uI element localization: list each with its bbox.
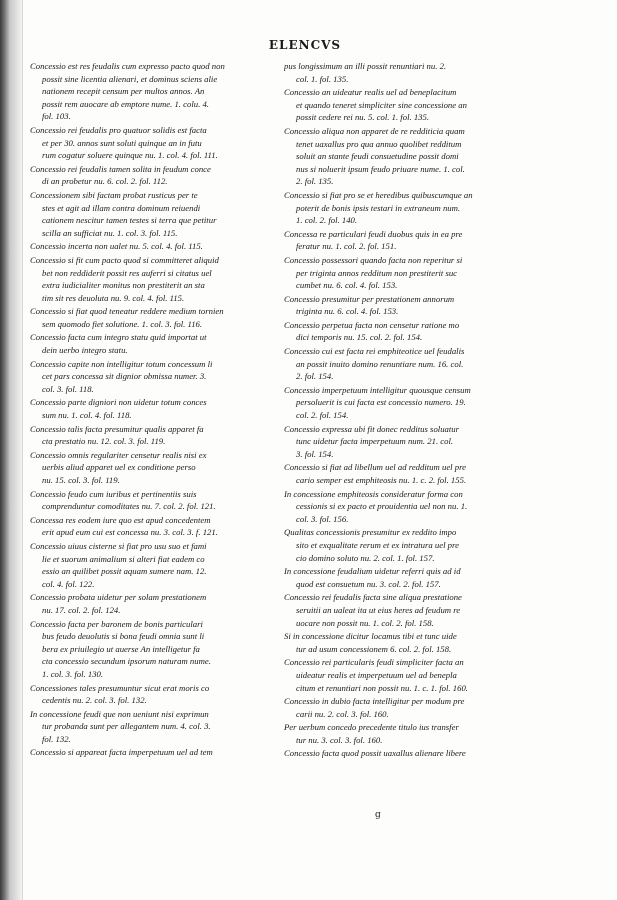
index-entry bbox=[30, 60, 285, 123]
entry-line-first: Concessio est res feudalis cum expresso pacto quod non bbox=[30, 61, 225, 71]
index-column-right bbox=[284, 60, 539, 761]
entry-line-first: Concessio rei particularis feudi simpliciter facta an bbox=[284, 657, 464, 668]
entry-line-continued: seruitii an ualeat ita ut eius heres ad feudum re bbox=[296, 604, 461, 615]
entry-line-first: Concessio cui est facta rei emphiteotice uel feudalis bbox=[284, 346, 465, 357]
entry-line-continued: scilla an sufficiat nu. 1. col. 3. fol. 115. bbox=[42, 227, 178, 238]
entry-line-continued: essio an quilibet possit aquam sumere nam. 12. bbox=[42, 566, 207, 577]
index-entry bbox=[284, 656, 539, 694]
entry-line-first: Concessio facta cum integro statu quid importat ut bbox=[30, 332, 207, 343]
entry-line-first: Concessio feudo cum iuribus et pertinentiis suis bbox=[30, 488, 197, 499]
index-entry bbox=[30, 708, 285, 746]
entry-line-first: Concessio possessori quando facta non reperitur si bbox=[284, 254, 463, 265]
index-entry bbox=[284, 345, 539, 383]
index-entry bbox=[30, 746, 285, 759]
entry-line-continued: tur ad usum concessionem 6. col. 2. fol. 158. bbox=[296, 643, 452, 654]
entry-line-first: Concessio si appareat facta imperpetuum uel ad tem bbox=[30, 747, 213, 758]
entry-line-continued: sito et exqualitate rerum et ex intratura uel pre bbox=[296, 539, 459, 550]
index-entry bbox=[284, 526, 539, 564]
index-entry bbox=[30, 591, 285, 616]
entry-line-continued: uocare non possit nu. 1. col. 2. fol. 158. bbox=[296, 617, 434, 628]
index-entry bbox=[284, 228, 539, 253]
entry-line-continued: et quando teneret simpliciter sine concessione an bbox=[296, 99, 467, 110]
index-entry bbox=[30, 331, 285, 356]
entry-line-first: In concessione emphiteosis consideratur forma con bbox=[284, 488, 463, 499]
entry-line-continued: bet non reddiderit possit res auferri si citatus uel bbox=[42, 267, 212, 278]
entry-line-first: Concessio uiuus cisterne si fiat pro usu suo et fami bbox=[30, 540, 207, 551]
index-entry bbox=[30, 163, 285, 188]
entry-line-continued: nu. 15. col. 3. fol. 119. bbox=[42, 475, 120, 485]
entry-line-first: Concessio incerta non ualet nu. 5. col. 4. fol. 115. bbox=[30, 241, 203, 252]
entry-line-continued: citum et renuntiari non possit nu. 1. c. 1. fol. 160. bbox=[296, 682, 468, 693]
entry-line-continued: soluit an stante feudi consuetudine possit domi bbox=[296, 151, 459, 162]
entry-line-first: Concessio si fiat ad libellum uel ad redditum uel pre bbox=[284, 462, 467, 473]
entry-line-first: Concessio rei feudalis tamen solita in feudum conce bbox=[30, 163, 211, 174]
entry-line-first: Concessio si fiat quod teneatur reddere medium tornien bbox=[30, 306, 224, 317]
entry-line-continued: lie et suorum animalium si alteri fiat eadem co bbox=[42, 553, 205, 564]
entry-line-continued: rum cogatur soluere quinque nu. 1. col. 4. fol. 111. bbox=[42, 150, 218, 161]
entry-line-continued: tunc uidetur facta imperpetuum num. 21. col. bbox=[296, 436, 454, 447]
entry-line-first: Concessiones tales presumuntur sicut erat moris co bbox=[30, 682, 210, 693]
entry-line-continued: possit cedere rei nu. 5. col. 1. fol. 135. bbox=[296, 112, 430, 123]
entry-line-first: Concessio facta quod possit uaxallus alienare libere bbox=[284, 748, 466, 759]
entry-line-continued: dici temporis nu. 15. col. 2. fol. 154. bbox=[296, 332, 423, 343]
entry-line-first: Concessio si fiat pro se et heredibus quibuscumque an bbox=[284, 189, 473, 200]
running-header: ELENCVS bbox=[268, 38, 342, 52]
entry-line-continued: uideatur realis et imperpetuum uel ad benepla bbox=[296, 669, 457, 680]
index-entry bbox=[30, 423, 285, 448]
entry-line-continued: tur nu. 3. col. 3. fol. 160. bbox=[296, 734, 383, 745]
entry-line-continued: stes et agit ad illam contra dominum reiuendi bbox=[42, 202, 201, 213]
entry-line-continued: 1. col. 2. fol. 140. bbox=[296, 215, 358, 226]
index-entry bbox=[284, 591, 539, 629]
index-column-left bbox=[30, 60, 285, 760]
index-entry bbox=[284, 423, 539, 461]
entry-line-first: Concessio in dubio facta intelligitur per modum pre bbox=[284, 696, 465, 707]
entry-line-first: Concessio aliqua non apparet de re redditicia quam bbox=[284, 125, 465, 136]
index-entry bbox=[284, 293, 539, 318]
entry-line-continued: fol. 132. bbox=[42, 733, 71, 744]
entry-line-continued: cedentis nu. 2. col. 3. fol. 132. bbox=[42, 695, 147, 706]
entry-line-continued: carii nu. 2. col. 3. fol. 160. bbox=[296, 708, 389, 719]
entry-line-continued: dein uerbo integro statu. bbox=[42, 345, 128, 356]
index-entry bbox=[30, 514, 285, 539]
entry-line-continued: 2. fol. 154. bbox=[296, 371, 334, 382]
entry-line-continued: nationem recepit censum per multos annos. An bbox=[42, 86, 205, 97]
entry-line-continued: tim sit res deuoluta nu. 9. col. 4. fol. 115. bbox=[42, 292, 185, 303]
entry-line-first: Concessa res eodem iure quo est apud concedentem bbox=[30, 514, 211, 525]
index-entry bbox=[30, 488, 285, 513]
entry-line-first: In concessione feudalium uidetur referri quis ad id bbox=[284, 566, 461, 577]
entry-line-continued: extra iudicialiter monitus non prestiterit an sta bbox=[42, 280, 205, 291]
entry-line-continued: erit apud eum cui est concessa nu. 3. col. 3. f. 121. bbox=[42, 527, 218, 538]
index-entry bbox=[284, 86, 539, 124]
entry-line-continued: sum nu. 1. col. 4. fol. 118. bbox=[42, 410, 132, 421]
index-entry bbox=[284, 695, 539, 720]
entry-line-continued: per triginta annos redditum non prestiterit suc bbox=[296, 267, 458, 278]
entry-line-continued: quod est consuetum nu. 3. col. 2. fol. 157. bbox=[296, 578, 441, 589]
entry-line-continued: cta concessio secundum ipsorum naturam nume. bbox=[42, 656, 211, 667]
signature-mark: g bbox=[375, 810, 382, 820]
index-entry bbox=[284, 319, 539, 344]
entry-line-continued: cet pars concessa sit dignior obmissa numer. 3. bbox=[42, 371, 207, 382]
index-entry bbox=[30, 540, 285, 590]
index-entry bbox=[284, 488, 539, 526]
entry-line-continued: nus si noluerit ipsum feudo priuare nume. 1. col. bbox=[296, 163, 465, 174]
entry-line-first: Per uerbum concedo precedente titulo ius transfer bbox=[284, 722, 459, 733]
entry-line-first: Concessio rei feudalis pro quatuor solidis est facta bbox=[30, 124, 207, 135]
entry-line-first: Concessio capite non intelligitur totum concessum li bbox=[30, 358, 213, 369]
entry-line-first: Concessionem sibi factam probat rusticus per te bbox=[30, 189, 198, 200]
entry-line-continued: sem quomodo fiet solutione. 1. col. 3. fol. 116. bbox=[42, 318, 203, 329]
entry-line-first: Concessio probata uidetur per solam prestationem bbox=[30, 592, 207, 603]
index-entry bbox=[284, 125, 539, 188]
entry-line-continued: cario semper est emphiteosis nu. 1. c. 2. fol. 155. bbox=[296, 475, 467, 485]
entry-line-first: Concessio an uideatur realis uel ad beneplacitum bbox=[284, 87, 457, 98]
index-entry bbox=[30, 124, 285, 162]
index-entry bbox=[30, 449, 285, 487]
entry-line-continued: col. 3. fol. 156. bbox=[296, 513, 349, 524]
entry-line-first: Qualitas concessionis presumitur ex reddito impo bbox=[284, 527, 457, 538]
entry-line-continued: et per 30. annos sunt soluti quinque an in futu bbox=[42, 137, 202, 148]
index-entry bbox=[284, 630, 539, 655]
entry-line-continued: 3. fol. 154. bbox=[296, 448, 334, 459]
entry-line-continued: triginta nu. 6. col. 4. fol. 153. bbox=[296, 306, 399, 317]
entry-line-continued: cationem nescitur tamen testes si terra que petitur bbox=[42, 215, 217, 226]
index-entry bbox=[30, 189, 285, 239]
gutter-line bbox=[22, 0, 23, 900]
index-entry bbox=[30, 618, 285, 681]
index-entry bbox=[284, 565, 539, 590]
entry-line-first: pus longissimum an illi possit renuntiari nu. 2. bbox=[284, 61, 447, 71]
entry-line-continued: feratur nu. 1. col. 2. fol. 151. bbox=[296, 241, 397, 252]
entry-line-continued: cio domino soluto nu. 2. col. 1. fol. 157. bbox=[296, 552, 435, 563]
index-entry bbox=[284, 461, 539, 486]
entry-line-continued: uerbis aliud apparet uel ex conditione perso bbox=[42, 462, 196, 473]
entry-line-continued: tur probanda sunt per allegantem num. 4. col. 3. bbox=[42, 721, 211, 732]
entry-line-continued: bera ex priuilegio ut auerse An intelligetur fa bbox=[42, 643, 200, 654]
entry-line-continued: bus feudo deuolutis si bona feudi omnia sunt li bbox=[42, 631, 205, 642]
entry-line-first: In concessione feudi que non ueniunt nisi exprimun bbox=[30, 708, 209, 719]
index-entry bbox=[30, 305, 285, 330]
index-entry bbox=[30, 358, 285, 396]
entry-line-continued: 2. fol. 135. bbox=[296, 176, 334, 187]
entry-line-first: Concessio facta per baronem de bonis particulari bbox=[30, 618, 203, 629]
index-entry bbox=[284, 60, 539, 85]
entry-line-continued: col. 1. fol. 135. bbox=[296, 73, 349, 84]
entry-line-continued: col. 3. fol. 118. bbox=[42, 383, 94, 394]
entry-line-continued: possit rem auocare ab emptore nume. 1. colu. 4. bbox=[42, 98, 209, 109]
entry-line-first: Concessio talis facta presumitur qualis apparet fa bbox=[30, 423, 204, 434]
entry-line-first: Concessio expressa ubi fit donec redditus soluatur bbox=[284, 423, 460, 434]
entry-line-first: Concessa re particulari feudi duobus quis in ea pre bbox=[284, 228, 463, 239]
index-entry bbox=[30, 254, 285, 304]
index-entry bbox=[284, 254, 539, 292]
index-entry bbox=[30, 240, 285, 253]
entry-line-continued: tenet uaxallus pro qua annuo quolibet redditum bbox=[296, 138, 462, 149]
index-entry bbox=[30, 682, 285, 707]
index-entry bbox=[284, 721, 539, 746]
entry-line-continued: col. 2. fol. 154. bbox=[296, 410, 349, 421]
book-binding-shadow bbox=[0, 0, 22, 900]
entry-line-first: Concessio si fit cum pacto quod si committeret aliquid bbox=[30, 254, 219, 265]
entry-line-first: Concessio presumitur per prestationem annorum bbox=[284, 293, 455, 304]
entry-line-first: Concessio omnis regulariter censetur realis nisi ex bbox=[30, 449, 207, 460]
index-entry bbox=[284, 384, 539, 422]
entry-line-continued: an possit inuito domino renuntiare num. 16. col. bbox=[296, 358, 464, 369]
entry-line-first: Concessio perpetua facta non censetur ratione mo bbox=[284, 319, 460, 330]
entry-line-continued: fol. 103. bbox=[42, 111, 71, 122]
entry-line-first: Concessio rei feudalis facta sine aliqua prestatione bbox=[284, 592, 462, 603]
entry-line-continued: poterit de bonis ipsis testari in extraneum num. bbox=[296, 202, 461, 213]
entry-line-continued: cta prestatio nu. 12. col. 3. fol. 119. bbox=[42, 436, 166, 447]
entry-line-first: Concessio imperpetuum intelligitur quousque censum bbox=[284, 384, 471, 395]
entry-line-first: Si in concessione dicitur locamus tibi et tunc uide bbox=[284, 631, 457, 642]
entry-line-continued: col. 4. fol. 122. bbox=[42, 578, 95, 589]
entry-line-continued: nu. 17. col. 2. fol. 124. bbox=[42, 604, 121, 615]
entry-line-continued: 1. col. 3. fol. 130. bbox=[42, 668, 104, 679]
entry-line-continued: di an probetur nu. 6. col. 2. fol. 112. bbox=[42, 176, 168, 187]
entry-line-continued: persoluerit is cui facta est concessio numero. 19. bbox=[296, 397, 466, 408]
index-entry bbox=[284, 189, 539, 227]
index-entry bbox=[30, 396, 285, 421]
entry-line-continued: cumbet nu. 6. col. 4. fol. 153. bbox=[296, 280, 398, 291]
entry-line-first: Concessio parte digniori non uidetur totum conces bbox=[30, 397, 207, 408]
entry-line-continued: possit sine licentia alienari, et dominus sciens alie bbox=[42, 73, 218, 84]
index-entry bbox=[284, 747, 539, 760]
entry-line-continued: cessionis si ex pacto et prouidentia uel non nu. 1. bbox=[296, 501, 468, 512]
entry-line-continued: comprenduntur comoditates nu. 7. col. 2. fol. 121. bbox=[42, 501, 216, 512]
